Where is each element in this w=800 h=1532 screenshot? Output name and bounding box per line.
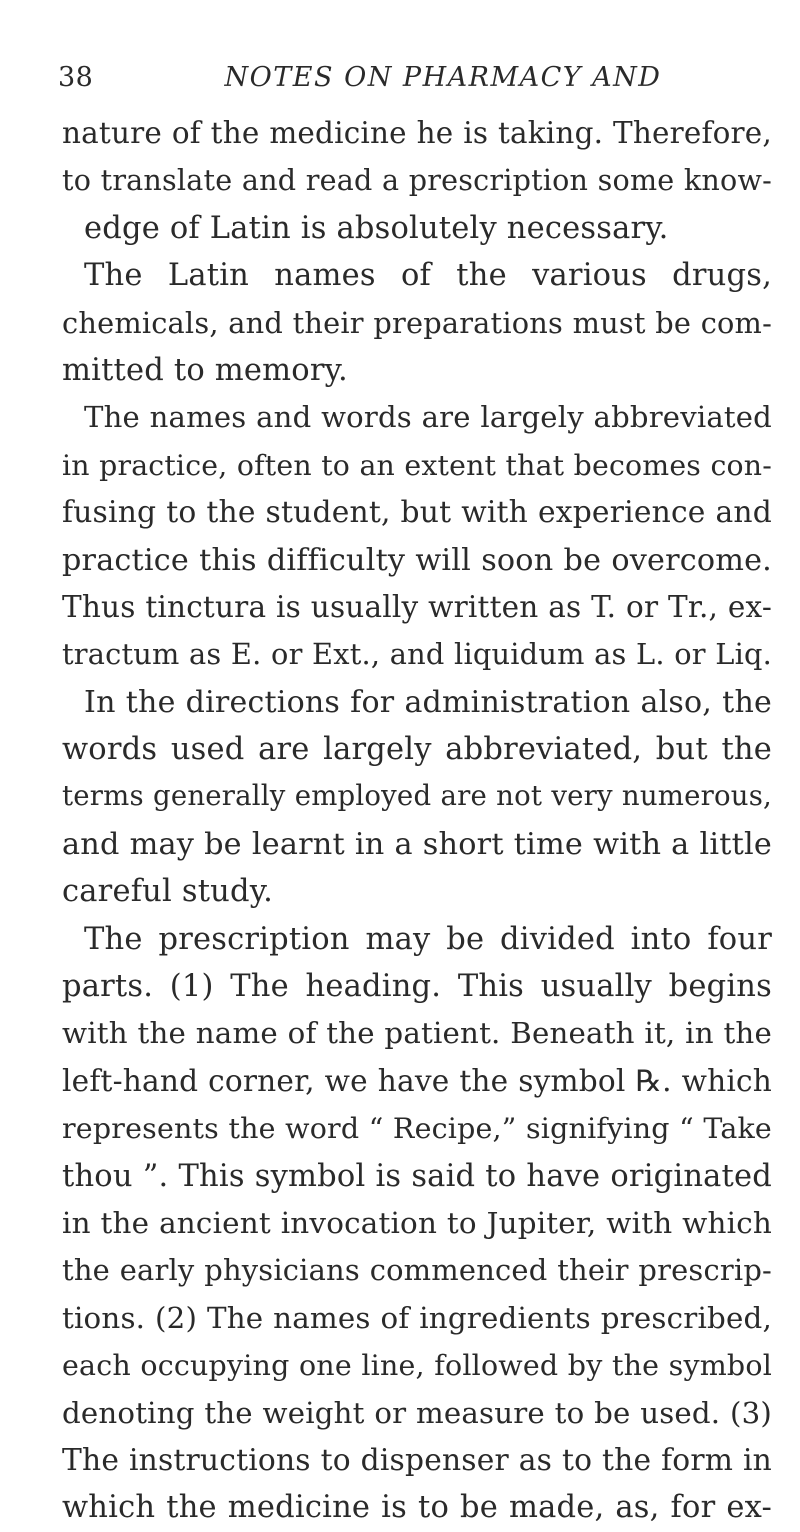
text-line: The names and words are largely abbreviated <box>84 400 772 435</box>
text-line: and may be learnt in a short time with a little <box>62 826 772 862</box>
text-line: chemicals, and their preparations must be com- <box>62 305 772 340</box>
running-head: NOTES ON PHARMACY AND <box>224 62 662 93</box>
text-line: In the directions for administration also, the <box>84 684 772 720</box>
text-line: each occupying one line, followed by the symbol <box>62 1349 772 1383</box>
text-line: in practice, often to an extent that becomes con- <box>62 448 772 482</box>
text-line: nature of the medicine he is taking. Therefore, <box>62 116 772 150</box>
text-line: careful study. <box>62 874 274 910</box>
text-line: fusing to the student, but with experience and <box>62 495 772 531</box>
text-line: tractum as E. or Ext., and liquidum as L. or Liq. <box>62 637 772 672</box>
text-line: left-hand corner, we have the symbol ℞. which <box>62 1063 772 1098</box>
text-line: to translate and read a prescription some know- <box>62 163 772 198</box>
text-line: represents the word “ Recipe,” signifying “ Take <box>62 1112 772 1146</box>
text-line: denoting the weight or measure to be used. (3) <box>62 1395 772 1430</box>
text-line: Thus tinctura is usually written as T. or Tr., ex- <box>62 589 772 624</box>
text-line: The instructions to dispenser as to the form in <box>62 1442 772 1478</box>
text-line: parts. (1) The heading. This usually begins <box>62 969 772 1005</box>
text-line: thou ”. This symbol is said to have originated <box>62 1158 772 1194</box>
text-line: words used are largely abbreviated, but the <box>62 732 772 768</box>
text-line: tions. (2) The names of ingredients prescribed, <box>62 1300 772 1335</box>
text-line: mitted to memory. <box>62 352 348 388</box>
page-header <box>58 62 770 102</box>
text-line: practice this difficulty will soon be overcome. <box>62 542 772 578</box>
body-text <box>62 110 772 1532</box>
text-line: terms generally employed are not very numerous, <box>62 780 772 813</box>
text-line: The Latin names of the various drugs, <box>84 258 772 294</box>
text-line: in the ancient invocation to Jupiter, with which <box>62 1205 772 1240</box>
page-number: 38 <box>58 62 94 93</box>
text-line: with the name of the patient. Beneath it, in the <box>62 1016 772 1051</box>
text-line: which the medicine is to be made, as, for ex- <box>62 1490 772 1526</box>
text-line: the early physicians commenced their prescrip- <box>62 1253 772 1288</box>
text-line: edge of Latin is absolutely necessary. <box>84 210 669 246</box>
text-line: The prescription may be divided into four <box>84 921 772 957</box>
